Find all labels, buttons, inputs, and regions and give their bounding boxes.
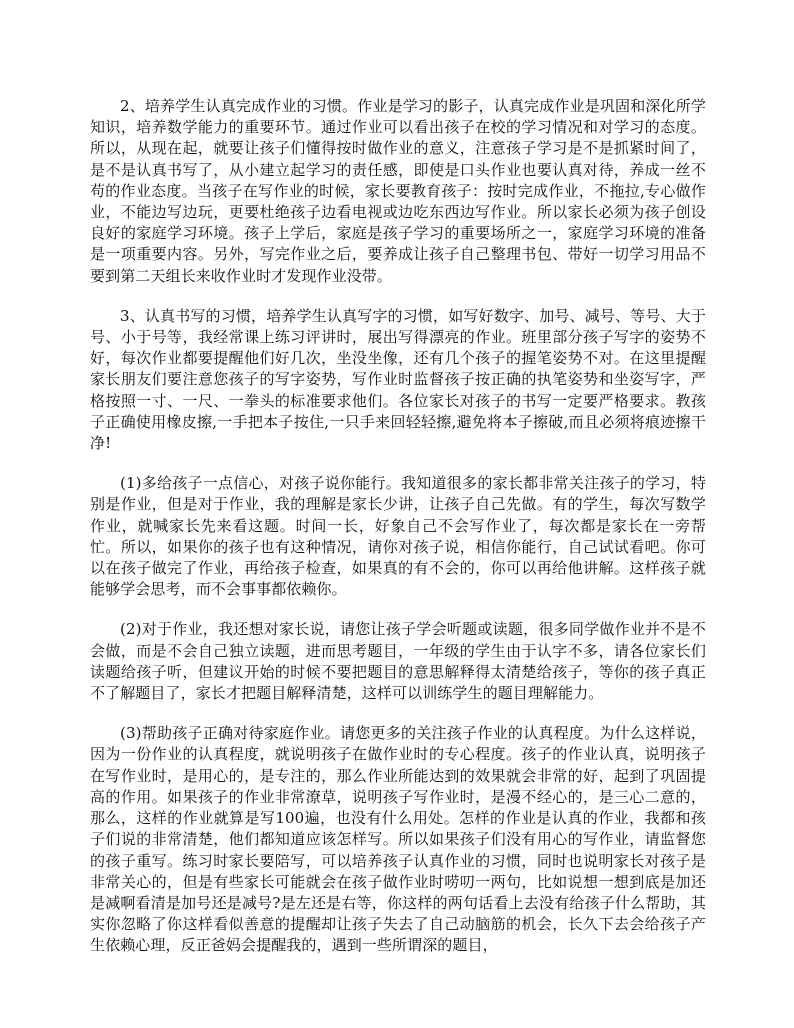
paragraph-writing-habit: 3、认真书写的习惯，培养学生认真写字的习惯，如写好数字、加号、减号、等号、大于号、小于号等，我经常课上练习评讲时，展出写得漂亮的作业。班里部分孩子写字的姿势不好，每次作业都要提醒他们好几次，坐没坐像，还有几个孩子的握笔姿势不对。在这里提醒家长朋友们要注意您孩子的写字姿势，写作业时监督孩子按正确的执笔姿势和坐姿写字，严格按照一寸、一尺、一拳头的标准要求他们。各位家长对孩子的书写一定要严格要求。教孩子正确使用橡皮擦,一手把本子按住,一只手来回轻轻擦,避免将本子擦破,而且必须将痕迹擦干净! — [90, 306, 706, 453]
paragraph-homework-habit: 2、培养学生认真完成作业的习惯。作业是学习的影子，认真完成作业是巩固和深化所学知识，培养数学能力的重要环节。通过作业可以看出孩子在校的学习情况和对学习的态度。所以，从现在起，就要让孩子们懂得按时做作业的意义，注意孩子学习是不是抓紧时间了，是不是认真书写了，从小建立起学习的责任感，即使是口头作业也要认真对待，养成一丝不苟的作业态度。当孩子在写作业的时候，家长要教育孩子：按时完成作业，不拖拉,专心做作业，不能边写边玩，更要杜绝孩子边看电视或边吃东西边写作业。所以家长必须为孩子创设良好的家庭学习环境。孩子上学后，家庭是孩子学习的重要场所之一，家庭学习环境的准备是一项重要内容。另外，写完作业之后，要养成让孩子自己整理书包、带好一切学习用品不要到第二天组长来收作业时才发现作业没带。 — [90, 97, 706, 285]
paragraph-reading-questions: (2)对于作业，我还想对家长说，请您让孩子学会听题或读题，很多同学做作业并不是不会做，而是不会自己独立读题，进而思考题目，一年级的学生由于认字不多，请各位家长们读题给孩子听，但建议开始的时候不要把题目的意思解释得太清楚给孩子，等你的孩子真正不了解题目了，家长才把题目解释清楚，这样可以训练学生的题目理解能力。 — [90, 620, 706, 703]
document-page — [90, 96, 706, 976]
paragraph-confidence: (1)多给孩子一点信心，对孩子说你能行。我知道很多的家长都非常关注孩子的学习，特别是作业，但是对于作业，我的理解是家长少讲，让孩子自己先做。有的学生，每次写数学作业，就喊家长先来看这题。时间一长，好象自己不会写作业了，每次都是家长在一旁帮忙。所以，如果你的孩子也有这种情况，请你对孩子说，相信你能行，自己试试看吧。你可以在孩子做完了作业，再给孩子检查，如果真的有不会的，你可以再给他讲解。这样孩子就能够学会思考，而不会事事都依赖你。 — [90, 474, 706, 599]
paragraph-homework-attitude: (3)帮助孩子正确对待家庭作业。请您更多的关注孩子作业的认真程度。为什么这样说，因为一份作业的认真程度，就说明孩子在做作业时的专心程度。孩子的作业认真，说明孩子在写作业时，是用心的，是专注的，那么作业所能达到的效果就会非常的好，起到了巩固提高的作用。如果孩子的作业非常潦草，说明孩子写作业时，是漫不经心的，是三心二意的，那么，这样的作业就算是写100遍，也没有什么用处。怎样的作业是认真的作业，我都和孩子们说的非常清楚，他们都知道应该怎样写。所以如果孩子们没有用心的写作业，请监督您的孩子重写。练习时家长要陪写，可以培养孩子认真作业的习惯，同时也说明家长对孩子是非常关心的，但是有些家长可能就会在孩子做作业时唠叨一两句，比如说想一想到底是加还是减啊看清是加号还是减号?是左还是右等，你这样的两句话看上去没有给孩子什么帮助，其实你忽略了你这样看似善意的提醒却让孩子失去了自己动脑筋的机会，长久下去会给孩子产生依赖心理，反正爸妈会提醒我的，遇到一些所谓深的题目， — [90, 724, 706, 955]
